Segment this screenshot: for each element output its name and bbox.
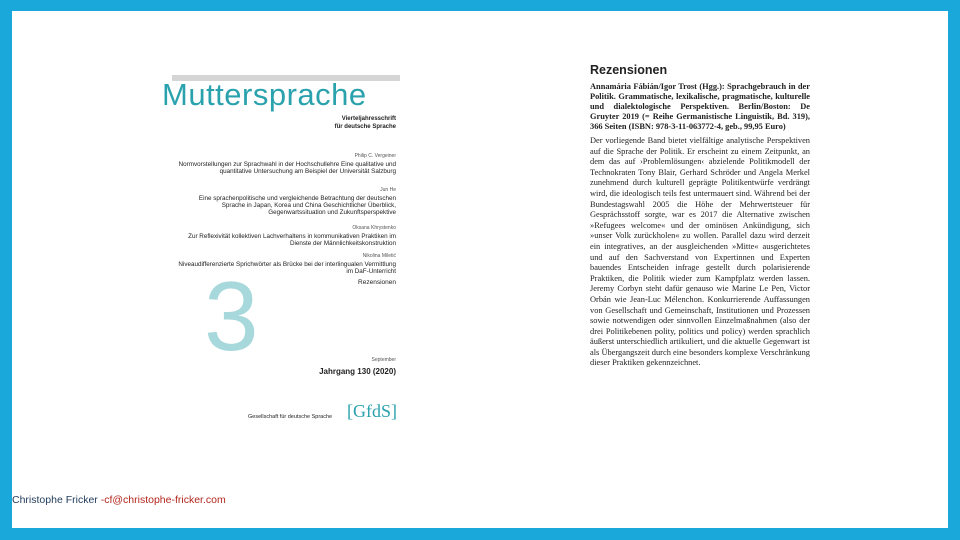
gfds-logo: [GfdS] — [347, 401, 397, 421]
subtitle-line-1: Vierteljahresschrift — [341, 116, 396, 122]
article-author: Philip C. Vergeiner — [354, 153, 396, 159]
journal-subtitle — [246, 115, 396, 131]
article-title: Niveaudifferenzierte Sprichwörter als Brücke bei der interlingualen Vermittlung im DaF-Unterricht — [178, 261, 396, 275]
journal-cover — [162, 75, 412, 445]
journal-title: Muttersprache — [162, 77, 367, 112]
article-title: Zur Reflexivität kollektiven Lachverhaltens in kommunikativen Praktiken im Dienste der Männlichkeitskonstruktion — [188, 233, 396, 247]
review-book-heading: Annamária Fábián/Igor Trost (Hgg.): Sprachgebrauch in der Politik. Grammatische, lexikalische, pragmatische, kulturelle und dialektologische Perspektiven. Berlin/Boston: De Gruyter 2019 (= Reihe Germanistische Linguistik, Bd. 319), 366 Seiten (ISBN: 978-3-11-063772-4, geb., 99,95 Euro) — [590, 82, 810, 131]
article-title: Normvorstellungen zur Sprachwahl in der Hochschullehre Eine qualitative und quantitative Untersuchung am Beispiel der Universität Salzburg — [178, 161, 396, 175]
cover-article — [176, 153, 396, 175]
article-author: Jun He — [380, 187, 396, 193]
article-title: Eine sprachenpolitische und vergleichende Betrachtung der deutschen Sprache in Japan, Korea und China Geschichtlicher Überblick, Gegenwartssituation und Zukunftsperspektive — [198, 195, 396, 216]
slide — [12, 11, 948, 528]
cover-article — [176, 225, 396, 247]
issue-volume: Jahrgang 130 (2020) — [319, 367, 396, 376]
review-page — [590, 63, 810, 369]
publisher-name: Gesellschaft für deutsche Sprache — [248, 414, 333, 420]
article-author: Oksana Khrystenko — [352, 225, 396, 231]
author-email[interactable]: -cf@christophe-fricker.com — [100, 494, 226, 506]
cover-article — [176, 187, 396, 216]
issue-month: September — [371, 357, 396, 363]
author-name: Christophe Fricker — [12, 494, 98, 506]
review-section-title: Rezensionen — [590, 63, 668, 77]
subtitle-line-2: für deutsche Sprache — [334, 124, 396, 130]
review-body-text: Der vorliegende Band bietet vielfältige analytische Perspektiven auf die Sprache der Politik. Er erscheint zu einem Zeitpunkt, an dem das auf ›Problemlösungen‹ abzielende Politikmodell der Technokraten Tony Blair, Gerhard Schröder und Angela Merkel zunehmend durch kulturell geprägte Politikentwürfe verdrängt wird, die ideologisch teils fest untermauert sind. Während bei der Bundestagswahl 2005 die Höhe der Mehrwertsteuer für Gesprächsstoff sorgte, war es 2017 die Alternative zwischen »Refugees welcome« und der ominösen Ankündigung, sich »unser Volk zurückholen« zu wollen. Parallel dazu wird derzeit ein integratives, an der ausgleichenden »Mitte« ausgerichtetes und auf den Sachverstand von Expertinnen und Experten bauendes Entscheiden infrage gestellt durch polarisierende Praktiken, die Politik wieder zum Kampfplatz werden lassen. Jeremy Corbyn steht dafür genauso wie Marine Le Pen, Victor Orbán wie Jean-Luc Mélenchon. Konkurrierende Auffassungen von Gesellschaft und Gemeinschaft, Institutionen und Prozessen sowie notwendigen oder sinnvollen Einzelmaßnahmen (also der drei Politikebenen polity, politics und policy) werden sprachlich äußerst unterschiedlich artikuliert, und die aktuelle Gegenwart ist als Übergangszeit durch eine besonders komplexe Verschränkung dieser Praktiken gekennzeichnet. — [590, 136, 810, 368]
cover-reviews-label: Rezensionen — [358, 279, 396, 286]
issue-number: 3 — [204, 261, 259, 371]
article-author: Nikolina Miletić — [362, 253, 396, 259]
footer-credit — [12, 494, 226, 506]
